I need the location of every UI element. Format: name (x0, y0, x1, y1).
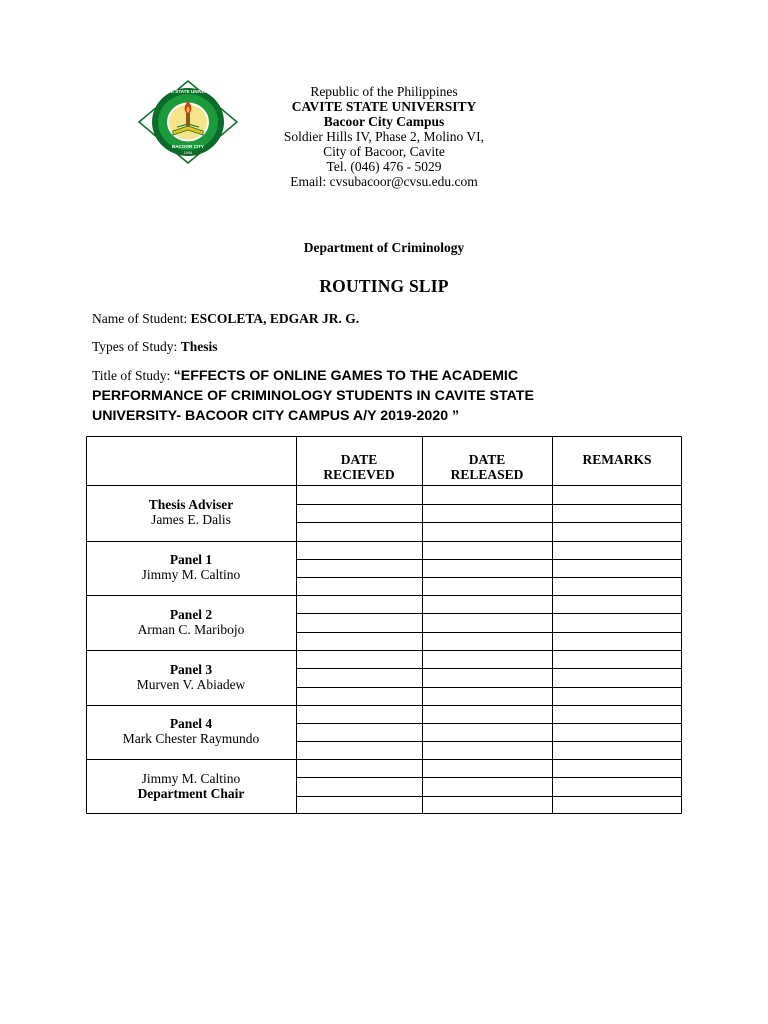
study-type-value: Thesis (180, 339, 218, 354)
reviewer-name: James E. Dalis (151, 512, 231, 527)
study-title-field (92, 366, 612, 426)
student-name-value: ESCOLETA, EDGAR JR. G. (190, 311, 360, 326)
study-title-label: Title of Study: (92, 368, 171, 383)
student-name-field (92, 311, 359, 327)
column-header-line2: RELEASED (450, 467, 524, 482)
study-title-value: “EFFECTS OF ONLINE GAMES TO THE ACADEMIC PERFORMANCE OF CRIMINOLOGY STUDENTS IN CAVITE STATE UNIVERSITY- BACOOR CITY CAMPUS A/Y 2019-2020 ” (92, 368, 534, 424)
column-header (422, 452, 552, 482)
column-header-line1: DATE (468, 452, 506, 467)
reviewer-cell (86, 716, 296, 746)
column-header-line2: RECIEVED (323, 467, 395, 482)
column-header (296, 452, 422, 482)
column-header-line1: REMARKS (582, 452, 652, 467)
column-header-line1: DATE (340, 452, 378, 467)
routing-table (86, 436, 682, 814)
letterhead (0, 84, 768, 189)
study-type-field (92, 339, 217, 355)
study-type-label: Types of Study: (92, 339, 178, 354)
document-title: ROUTING SLIP (319, 276, 449, 296)
reviewer-role: Panel 3 (169, 662, 213, 677)
reviewer-role: Panel 4 (169, 716, 213, 731)
logo-ring-text-bottom: BACOOR CITY (171, 144, 205, 149)
email: Email: cvsubacoor@cvsu.edu.com (290, 174, 478, 189)
reviewer-name: Murven V. Abiadew (136, 677, 246, 692)
reviewer-role: Department Chair (137, 786, 245, 801)
republic-line: Republic of the Philippines (310, 84, 458, 99)
column-header (552, 452, 682, 467)
reviewer-role: Thesis Adviser (148, 497, 234, 512)
reviewer-cell (86, 771, 296, 801)
reviewer-cell (86, 552, 296, 582)
university-name: CAVITE STATE UNIVERSITY (291, 99, 477, 114)
logo-year: 1906 (183, 151, 193, 155)
student-name-label: Name of Student: (92, 311, 188, 326)
reviewer-role: Panel 1 (169, 552, 213, 567)
reviewer-cell (86, 607, 296, 637)
address-line-2: City of Bacoor, Cavite (323, 144, 445, 159)
reviewer-name: Arman C. Maribojo (137, 622, 245, 637)
telephone: Tel. (046) 476 - 5029 (326, 159, 442, 174)
campus-name: Bacoor City Campus (323, 114, 445, 129)
logo-ring-text: CAVITE STATE UNIVERSITY (157, 89, 219, 94)
department-heading: Department of Criminology (303, 240, 465, 255)
reviewer-name: Jimmy M. Caltino (141, 567, 241, 582)
address-line-1: Soldier Hills IV, Phase 2, Molino VI, (283, 129, 485, 144)
reviewer-name: Jimmy M. Caltino (141, 771, 241, 786)
reviewer-name: Mark Chester Raymundo (122, 731, 260, 746)
reviewer-role: Panel 2 (169, 607, 213, 622)
reviewer-cell (86, 662, 296, 692)
reviewer-cell (86, 497, 296, 527)
